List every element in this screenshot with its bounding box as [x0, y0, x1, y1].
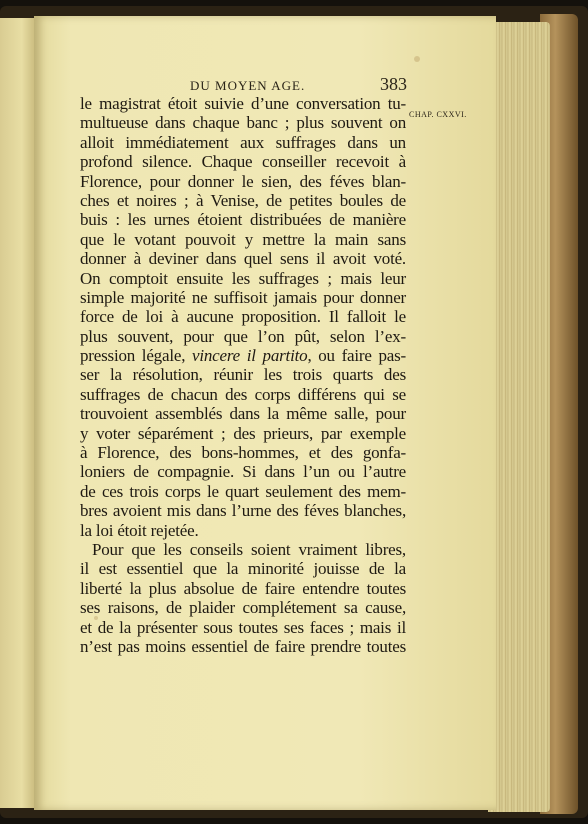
text-line: donner à deviner dans quel sens il avoit voté.	[80, 249, 406, 269]
page-number: 383	[380, 74, 407, 94]
text-line: la loi étoit rejetée.	[80, 520, 199, 540]
text-line: que le votant pouvoit y mettre la main sans	[80, 229, 406, 249]
text-line: loniers de compagnie. Si dans l’un ou l’autre	[80, 462, 406, 482]
chapter-margin-note: CHAP. CXXVI.	[409, 110, 467, 119]
page-body-text	[80, 94, 406, 656]
text-line: buis : les urnes étoient distribuées de manière	[80, 210, 406, 230]
foxing-spot	[414, 56, 420, 62]
text-line: il est essentiel que la minorité jouisse de la	[80, 559, 406, 579]
text-line: ser la résolution, réunir les trois quarts des	[80, 365, 406, 385]
text-line: bres avoient mis dans l’urne des féves blanches,	[80, 501, 406, 521]
text-line: pression légale, vincere il partito, ou faire pas-	[80, 346, 406, 366]
text-line: à Florence, des bons-hommes, et des gonfa-	[80, 443, 406, 463]
text-line: On comptoit ensuite les suffrages ; mais leur	[80, 268, 406, 288]
text-line: et de la présenter sous toutes ses faces ; mais il	[80, 617, 406, 637]
text-line: liberté la plus absolue de faire entendre toutes	[80, 578, 406, 598]
text-line: multueuse dans chaque banc ; plus souvent on	[80, 113, 406, 133]
text-line: trouvoient assemblés dans la même salle, pour	[80, 404, 406, 424]
text-line: n’est pas moins essentiel de faire prendre toutes	[80, 636, 406, 656]
text-line: Florence, pour donner le sien, des féves blan-	[80, 171, 406, 191]
text-line: suffrages de chacun des corps différens qui se	[80, 384, 406, 404]
text-line: force de loi à aucune proposition. Il falloit le	[80, 307, 406, 327]
page-stack-edge	[488, 22, 550, 812]
italic-phrase: vincere il partito	[192, 346, 308, 366]
text-line: le magistrat étoit suivie d’une conversation tu-	[80, 94, 406, 113]
text-line: ses raisons, de plaider complétement sa cause,	[80, 598, 406, 618]
facing-page-edge	[0, 18, 37, 808]
text-line: profond silence. Chaque conseiller recevoit à	[80, 152, 406, 172]
text-line: y voter séparément ; des prieurs, par exemple	[80, 423, 406, 443]
running-head: DU MOYEN AGE.	[190, 78, 306, 93]
text-line: Pour que les conseils soient vraiment libres,	[92, 539, 406, 559]
text-line: alloit immédiatement aux suffrages dans un	[80, 132, 406, 152]
text-line: plus souvent, pour que l’on pût, selon l’ex-	[80, 326, 406, 346]
text-line: de ces trois corps le quart seulement des mem-	[80, 481, 406, 501]
text-line: ches et noires ; à Venise, de petites boules de	[80, 190, 406, 210]
text-line: simple majorité ne suffisoit jamais pour donner	[80, 287, 406, 307]
